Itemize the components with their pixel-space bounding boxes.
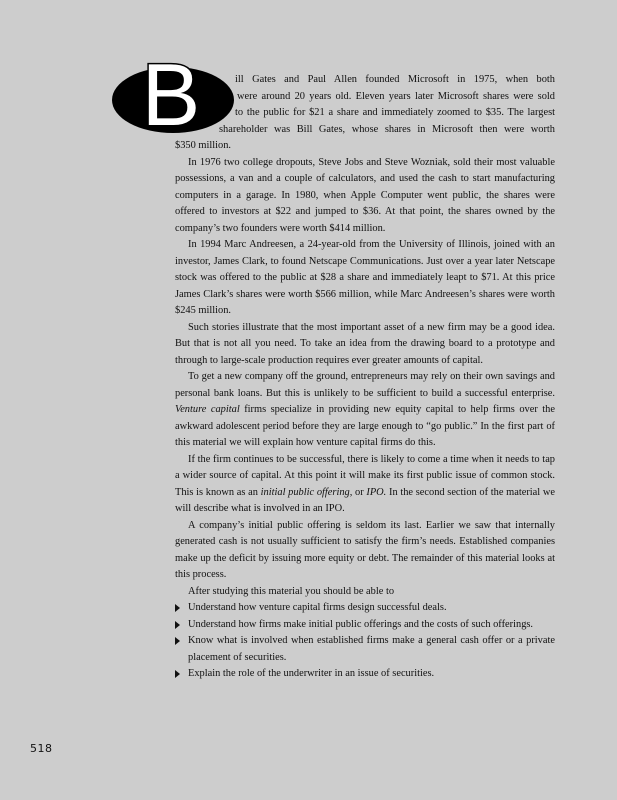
paragraph-netscape: In 1994 Marc Andreesen, a 24-year-old from the University of Illinois, joined with an investor, James Clark, to found Netscape Communications. Just over a year later Netscape stock was offered to the public at $28 a share and immediately leapt to $71. At this price James Clark’s shares were worth $566 million, while Marc Andreesen’s shares were worth $245 million. <box>175 239 555 316</box>
paragraph-apple: In 1976 two college dropouts, Steve Jobs and Steve Wozniak, sold their most valuable possessions, a van and a couple of calculators, and used the cash to start manufacturing computers in a garage. In 1980, when Apple Computer went public, the shares were offered to investors at $22 and jumped to $36. At that point, the shares owned by the company’s two founders were worth $414 million. <box>175 156 555 234</box>
objectives-list <box>175 600 555 683</box>
term-initial-public-offering: initial public offering, <box>260 486 353 498</box>
term-venture-capital: Venture capital <box>175 404 240 415</box>
paragraph-venture-capital: To get a new company off the ground, entrepreneurs may rely on their own savings and personal bank loans. But this is unlikely to be sufficient to build a successful enterprise. Venture capital firms specialize in providing new equity capital to help firms over the awkward adolescent period before they are large enough to “go public.” In the first part of this material we will explain how venture capital firms do this. <box>175 371 555 448</box>
list-item: Understand how firms make initial public offerings and the costs of such offerings. <box>175 617 555 634</box>
opening-paragraph <box>175 72 555 155</box>
objectives-intro: After studying this material you should be able to <box>188 585 395 597</box>
body-text <box>175 72 555 683</box>
bullet-arrow-icon <box>175 621 180 629</box>
opening-line: $350 million. <box>175 140 231 151</box>
opening-line: shareholder was Bill Gates, whose shares in Microsoft then were worth <box>219 123 555 135</box>
opening-line: were around 20 years old. Eleven years later Microsoft shares were sold <box>237 90 555 102</box>
paragraph-ideas: Such stories illustrate that the most important asset of a new firm may be a good idea. But that is not all you need. To take an idea from the drawing board to a prototype and through to large-scale production requires ever greater amounts of capital. <box>175 321 555 366</box>
term-ipo: IPO. <box>366 486 387 498</box>
opening-line: to the public for $21 a share and immediately zoomed to $35. The largest <box>235 107 555 118</box>
bullet-arrow-icon <box>175 604 180 612</box>
opening-line: ill Gates and Paul Allen founded Microsoft in 1975, when both <box>235 74 555 85</box>
list-item: Understand how venture capital firms design successful deals. <box>175 600 555 617</box>
drop-cap-letter: B <box>141 52 201 134</box>
bullet-arrow-icon <box>175 637 180 645</box>
paragraph-ipo: If the firm continues to be successful, there is likely to come a time when it needs to tap a wider source of capital. At this point it will make its first public issue of common stock. This is known as an initial public offering, or IPO. In the second section of the material we will describe what is involved in an IPO. <box>175 453 555 514</box>
paragraph-closing: A company’s initial public offering is seldom its last. Earlier we saw that internally generated cash is not usually sufficient to satisfy the firm’s needs. Established companies make up the deficit by issuing more equity or debt. The remainder of this material looks at this process. <box>175 519 555 580</box>
list-item: Explain the role of the underwriter in an issue of securities. <box>175 666 555 683</box>
list-item: Know what is involved when established firms make a general cash offer or a private placement of securities. <box>175 633 555 666</box>
bullet-arrow-icon <box>175 670 180 678</box>
page-number: 518 <box>30 742 53 755</box>
